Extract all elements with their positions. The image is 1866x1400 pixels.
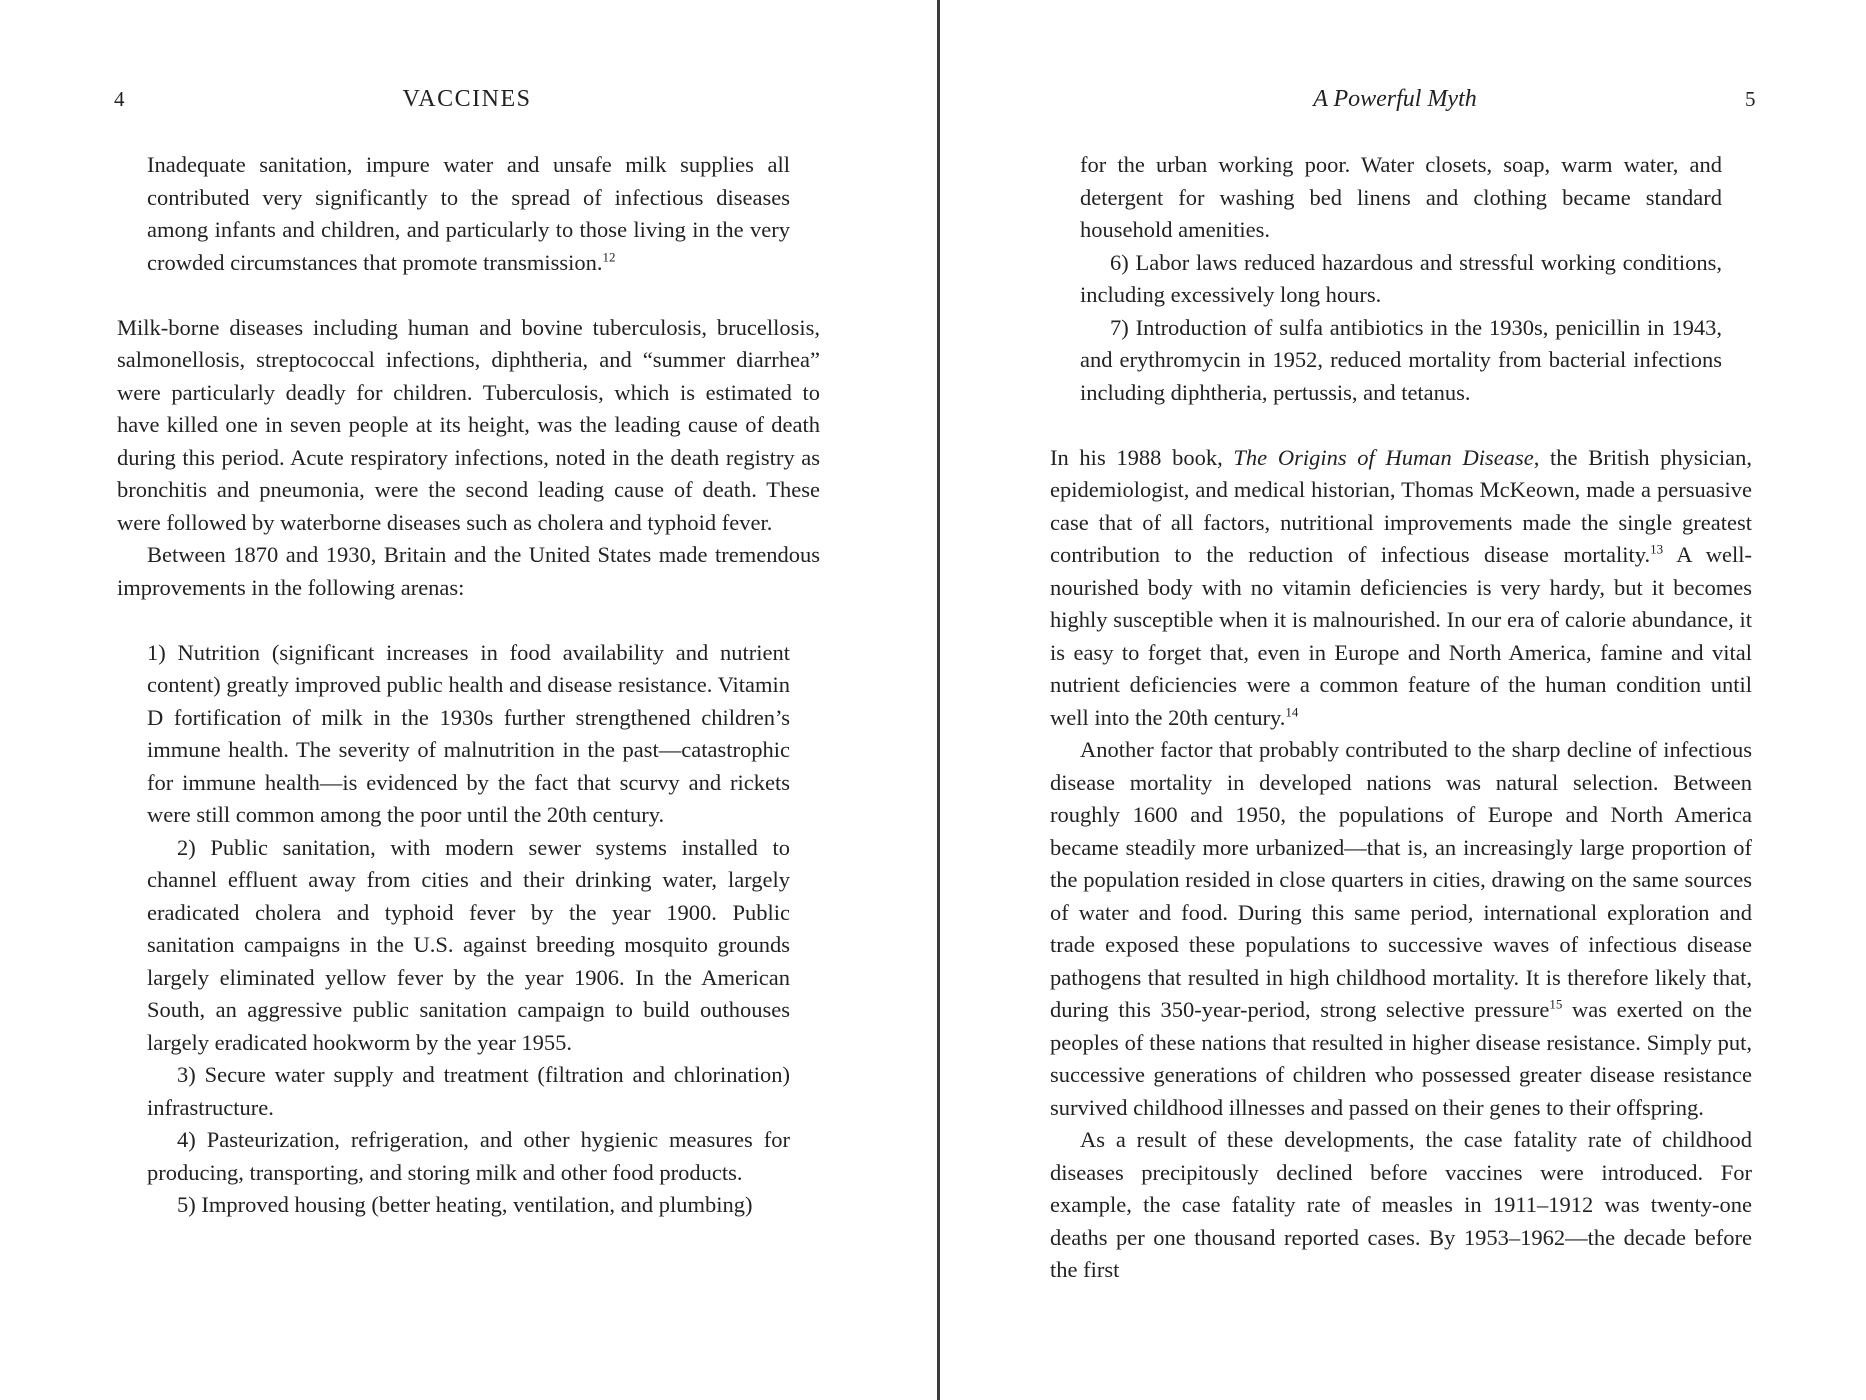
- running-head: VACCINES: [402, 86, 532, 112]
- footnote-marker: 12: [602, 249, 616, 264]
- paragraph: Between 1870 and 1930, Britain and the United States made tremendous improvements in the following arenas:: [117, 542, 820, 600]
- list-item: 1) Nutrition (significant increases in food availability and nutrient content) greatly improved public health and disease resistance. Vitamin D fortification of milk in the 1930s further strengthened children’s immune health. The severity of malnutrition in the past—catastrophic for immune health—is evidenced by the fact that scurvy and rickets were still common among the poor until the 20th century.: [147, 639, 790, 827]
- list-item: 3) Secure water supply and treatment (filtration and chlorination) infrastructure.: [147, 1062, 790, 1120]
- left-body-text: [117, 149, 820, 1222]
- paragraph: Milk-borne diseases including human and bovine tuberculosis, brucellosis, salmonellosis, streptococcal infections, diphtheria, and “summer diarrhea” were particularly deadly for children. Tuberculosis, which is estimated to have killed one in seven people at its height, was the leading cause of death during this period. Acute respiratory infections, noted in the death registry as bronchitis and pneumonia, were the second leading cause of death. These were followed by waterborne diseases such as cholera and typhoid fever.: [117, 314, 820, 535]
- list-item: 4) Pasteurization, refrigeration, and other hygienic measures for producing, transporting, and storing milk and other food products.: [147, 1127, 790, 1185]
- numbered-list-continued: [1080, 149, 1722, 409]
- list-item-continuation: for the urban working poor. Water closets, soap, warm water, and detergent for washing bed linens and clothing became standard household amenities.: [1080, 152, 1722, 242]
- running-head: A Powerful Myth: [1313, 86, 1477, 112]
- paragraph: As a result of these developments, the case fatality rate of childhood diseases precipitously declined before vaccines were introduced. For example, the case fatality rate of measles in 1911–1912 was twenty-one deaths per one thousand reported cases. By 1953–1962—the decade before the first: [1050, 1127, 1752, 1282]
- book-title: The Origins of Human Disease: [1233, 444, 1534, 470]
- right-body-text: [1050, 149, 1752, 1287]
- numbered-list: [147, 637, 790, 1222]
- list-item: 5) Improved housing (better heating, ventilation, and plumbing): [177, 1192, 753, 1217]
- quote-text: Inadequate sanitation, impure water and unsafe milk supplies all contributed very significantly to the spread of infectious diseases among infants and children, and particularly to those living in the very crowded circumstances that promote transmission.: [147, 152, 790, 275]
- block-quote: [147, 149, 790, 279]
- footnote-marker: 14: [1285, 704, 1299, 719]
- footnote-marker: 15: [1549, 996, 1563, 1012]
- right-page: [940, 0, 1866, 1400]
- paragraph: Another factor that probably contributed to the sharp decline of infectious disease mortality in developed nations was natural selection. Between roughly 1600 and 1950, the populations of Europe and North America became steadily more urbanized—that is, an increasingly large proportion of the population resided in close quarters in cities, drawing on the same sources of water and food. During this same period, international exploration and trade exposed these populations to successive waves of infectious disease pathogens that resulted in high childhood mortality. It is therefore likely that, during this 350-year-period, strong selective pressure$^{15}$ was exerted on the peoples of these nations that resulted in higher disease resistance. Simply put, successive generations of children who possessed greater disease resistance survived childhood illnesses and passed on their genes to their offspring.: [1050, 737, 1752, 1120]
- footnote-marker: 13: [1650, 541, 1664, 557]
- list-item: 2) Public sanitation, with modern sewer systems installed to channel effluent away from cities and their drinking water, largely eradicated cholera and typhoid fever by the year 1900. Public sanitation campaigns in the U.S. against breeding mosquito grounds largely eliminated yellow fever by the year 1906. In the American South, an aggressive public sanitation campaign to build outhouses largely eradicated hookworm by the year 1955.: [147, 834, 790, 1055]
- page-number: 5: [1745, 87, 1756, 111]
- list-item: 6) Labor laws reduced hazardous and stressful working conditions, including excessively long hours.: [1080, 249, 1722, 307]
- paragraph: In his 1988 book, The Origins of Human Disease, the British physician, epidemiologist, and medical historian, Thomas McKeown, made a persuasive case that of all factors, nutritional improvements made the single greatest contribution to the reduction of infectious disease mortality.$^{13}$ A well-nourished body with no vitamin deficiencies is very hardy, but it becomes highly susceptible when it is malnourished. In our era of calorie abundance, it is easy to forget that, even in Europe and North America, famine and vital nutrient deficiencies were a common feature of the human condition until well into the 20th century.$^{14}$: [1050, 444, 1753, 730]
- page-number: 4: [114, 87, 125, 111]
- list-item: 7) Introduction of sulfa antibiotics in the 1930s, penicillin in 1943, and erythromycin in 1952, reduced mortality from bacterial infections including diphtheria, pertussis, and tetanus.: [1080, 314, 1722, 405]
